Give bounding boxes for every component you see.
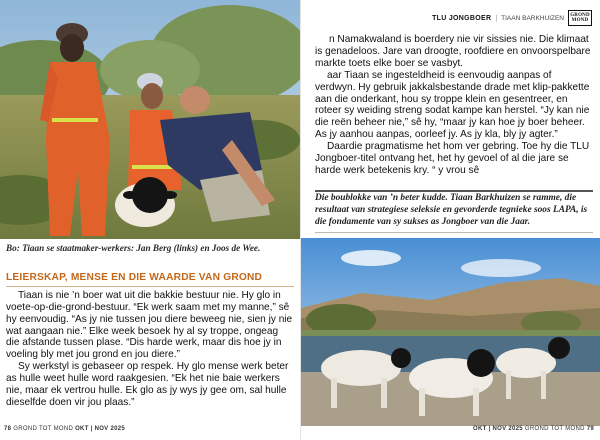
folio-left (4, 426, 125, 432)
photo-dorper-rams (301, 238, 600, 426)
pullquote-rule-top (315, 190, 593, 192)
right-page (300, 0, 600, 440)
page-number: 79 (586, 426, 594, 432)
issue-date: OKT | NOV 2025 (75, 426, 125, 432)
paragraph: Daardie pragmatisme het hom ver gebring. Toe hy die TLU Jongboer-titel ontvang het, het hy gevoel of al die jare se harde werk betekenis kry. “ y vrou sê (315, 141, 590, 176)
heading-divider (6, 286, 294, 287)
magazine-name: GROND TOT MOND (524, 426, 585, 432)
photo-caption: Bo: Tiaan se staatmaker-werkers: Jan Berg (links) en Joos de Wee. (6, 243, 261, 253)
photo-workers-with-sheep (0, 0, 300, 239)
section-heading: LEIERSKAP, MENSE EN DIE WAARDE VAN GROND (6, 272, 263, 283)
paragraph: Sy werkstyl is gebaseer op respek. Hy glo mense werk beter as hulle weet hulle word raakgesien. “Ek het nie baie werkers nie, maar ek vertrou hulle. Ek glo as jy wys jy gee om, sal hulle dieselfde doen vir jou plaas.” (6, 361, 289, 408)
magazine-logo (568, 10, 592, 26)
running-head-title: TLU JONGBOER (432, 14, 492, 22)
running-head-author: TIAAN BARKHUIZEN (501, 14, 564, 22)
issue-date: OKT | NOV 2025 (473, 426, 523, 432)
page-number: 78 (4, 426, 12, 432)
running-head-separator: | (495, 14, 498, 22)
magazine-name: GROND TOT MOND (13, 426, 74, 432)
pullquote-rule-bottom (315, 232, 593, 233)
paragraph: Tiaan is nie ’n boer wat uit die bakkie bestuur nie. Hy glo in voete-op-die-grond-bestuur. “Ek werk saam met my manne,” sê hy eenvoudig. “As jy nie tussen jou diere beweeg nie, sien jy nie wat aangaan nie.” Elke week besoek hy al sy troppe, ongeag die afstande tussen plase. “Dis harde werk, maar dis hoe jy in voeling bly met jou grond en jou diere.” (6, 290, 293, 361)
paragraph: n Namakwaland is boerdery nie vir sissies nie. Die klimaat is genadeloos. Jare van droogte, roofdiere en onvoorspelbare markte toets elke boer se vasbyt. (315, 34, 591, 69)
folio-right (473, 426, 594, 432)
article-body-left (6, 290, 294, 408)
article-body-right (315, 34, 593, 177)
paragraph: aar Tiaan se ingesteldheid is eenvoudig aanpas of verdwyn. Hy gebruik jakkalsbestande drade met klip-pakkette aan die onderkant, hou sy troppe klein en gesentreer, en roteer sy weiding streng sodat kampe kan herstel. “Jy kan nie die reën beheer nie,” sê hy, “maar jy kan hoe jy boer beheer. As jy aanhou aanpas, oorleef jy. As jy kla, bly jy agter.” (315, 69, 590, 141)
logo-top-text: GROND (570, 13, 590, 18)
logo-bottom-text: MOND (571, 18, 589, 23)
running-head (432, 10, 592, 26)
pullquote-caption: Die boublokke van ’n beter kudde. Tiaan Barkhuizen se ramme, die resultaat van strategiese seleksie en gevorderde tegnieke soos LAPA, is die fondamente van sy sukses as Jongboer van die Jaar. (315, 193, 588, 227)
